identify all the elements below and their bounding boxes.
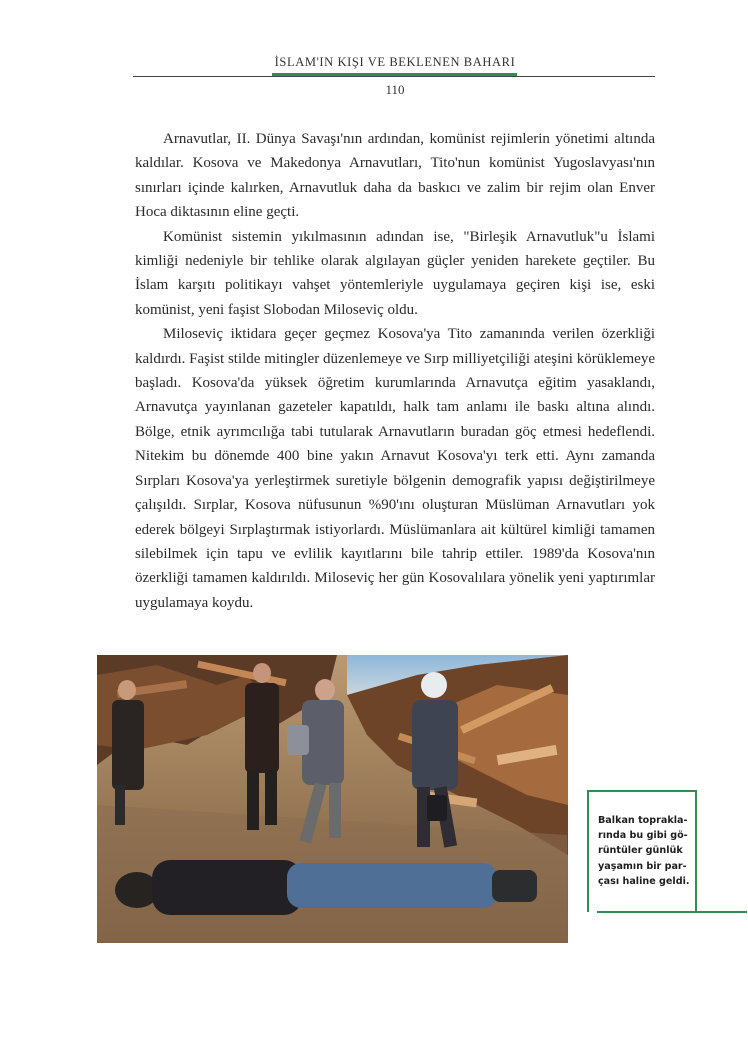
paragraph-2: Komünist sistemin yıkılmasının adından ise, "Birleşik Arnavutluk"u İslami kimliği nedeniyle bir tehlike olarak algılayan güçler yeniden harekete geçtiler. Bu İslam karşıtı politikayı vahşet yöntemleriyle uygulamaya geçiren kişi ise, eski komünist, yeni faşist Slobodan Miloseviç oldu. (135, 228, 655, 318)
paragraph-1: Arnavutlar, II. Dünya Savaşı'nın ardından, komünist rejimlerin yönetimi altında kaldılar. Kosova ve Makedonya Arnavutları, Tito'nun komünist Yugoslavyası'nın sınırları içinde kalırken, Arnavutluk daha da baskıcı ve zalim bir rejim olan Enver Hoca diktasının eline geçti. (135, 131, 655, 221)
page-number: 110 (385, 82, 405, 97)
photo-illustration (97, 655, 568, 943)
body-text (135, 127, 655, 615)
photo-caption: Balkan toprakla- rında bu gibi gö- rüntüler günlük yaşamın bir par- çası haline geldi. (598, 815, 690, 887)
figure-lying (115, 860, 537, 915)
paragraph-3: Miloseviç iktidara geçer geçmez Kosova'ya Tito zamanında verilen özerkliği kaldırdı. Faşist stilde mitingler düzenlemeye ve Sırp milliyetçiliği ateşini körüklemeye başladı. Kosova'da yüksek öğretim kurumlarında Arnavutça eğitim yasaklandı, Arnavutça yayınlanan gazeteler kapatıldı, halk tam anlamı ile baskı altına alındı. Bölge, etnik ayrımcılığa tabi tutularak Arnavutların buradan göç etmesi hedeflendi. Nitekim bu dönemde 400 bine yakın Arnavut Kosova'yı terk etti. Aynı zamanda Sırpları Kosova'ya yerleştirmek suretiyle bölgenin demografik yapısı değiştirilmeye çalışıldı. Sırplar, Kosova nüfusunun %90'ını oluşturan Müslüman Arnavutları yok ederek bölgeyi Sırplaştırmak istiyorlardı. Müslümanlara ait kültürel kimliği tamamen silebilmek için tapu ve evlilik kayıtlarını bile tahrip ettiler. 1989'da Kosova'nın özerkliği tamamen kaldırıldı. Miloseviç her gün Kosovalılara yönelik yeni yaptırımlar uygulamaya koydu. (135, 326, 655, 611)
kosova-photo (97, 655, 568, 943)
caption-rule (597, 911, 747, 913)
running-header: İSLAM'IN KIŞI VE BEKLENEN BAHARI (274, 55, 516, 69)
header-rule (133, 76, 655, 77)
